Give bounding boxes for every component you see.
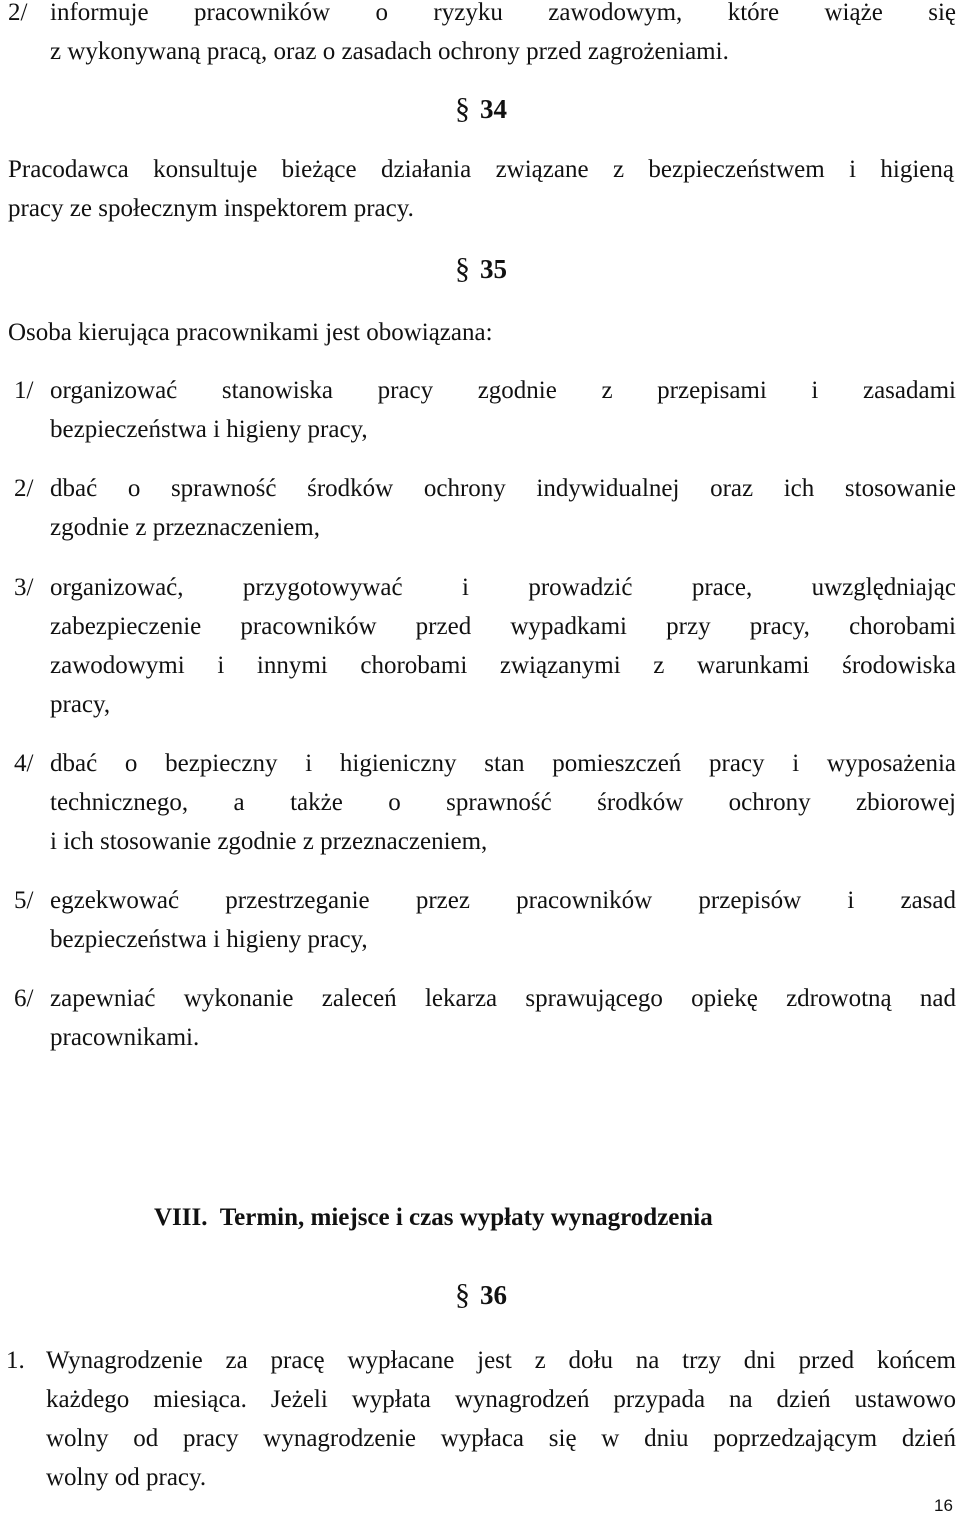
list-item-line: pracy, — [50, 691, 111, 718]
section-34-number: 34 — [480, 94, 507, 124]
list-item-number: 6/ — [14, 985, 34, 1012]
section-34-heading — [455, 89, 507, 129]
top-item-line-2: z wykonywaną pracą, oraz o zasadach ochrony przed zagrożeniami. — [50, 38, 729, 65]
section-35-heading — [455, 249, 507, 289]
section-34-line-1: Pracodawca konsultuje bieżące działania związane z bezpieczeństwem i higieną — [8, 156, 954, 183]
list-item-number: 3/ — [14, 574, 34, 601]
chapter-heading — [154, 1198, 713, 1237]
section-36-line: wolny od pracy. — [46, 1464, 207, 1491]
list-item-line: dbać o sprawność środków ochrony indywidualnej oraz ich stosowanie — [50, 475, 956, 502]
section-36-item-number: 1. — [6, 1347, 25, 1374]
list-item-number: 2/ — [14, 475, 34, 502]
list-item-number: 1/ — [14, 377, 34, 404]
section-34-line-2: pracy ze społecznym inspektorem pracy. — [8, 195, 414, 222]
list-item-line: i ich stosowanie zgodnie z przeznaczeniem, — [50, 828, 488, 855]
page-number: 16 — [934, 1496, 953, 1515]
section-36-number: 36 — [480, 1280, 507, 1310]
section-36-line: Wynagrodzenie za pracę wypłacane jest z dołu na trzy dni przed końcem — [46, 1347, 956, 1374]
list-item-line: zapewniać wykonanie zaleceń lekarza sprawującego opiekę zdrowotną nad — [50, 985, 956, 1012]
section-36-line: każdego miesiąca. Jeżeli wypłata wynagrodzeń przypada na dzień ustawowo — [46, 1386, 956, 1413]
chapter-number: VIII. — [154, 1204, 208, 1231]
list-item-line: zawodowymi i innymi chorobami związanymi z warunkami środowiska — [50, 652, 956, 679]
list-item-number: 5/ — [14, 887, 34, 914]
list-item-line: organizować, przygotowywać i prowadzić prace, uwzględniając — [50, 574, 956, 601]
section-sign-icon: § — [455, 252, 470, 285]
list-item-number: 4/ — [14, 750, 34, 777]
section-36-heading — [455, 1275, 507, 1315]
list-item-line: pracownikami. — [50, 1024, 200, 1051]
list-item-line: bezpieczeństwa i higieny pracy, — [50, 926, 368, 953]
section-sign-icon: § — [455, 92, 470, 125]
list-item-line: zgodnie z przeznaczeniem, — [50, 514, 320, 541]
list-item-line: dbać o bezpieczny i higieniczny stan pomieszczeń pracy i wyposażenia — [50, 750, 956, 777]
section-36-line: wolny od pracy wynagrodzenie wypłaca się w dniu poprzedzającym dzień — [46, 1425, 956, 1452]
section-35-number: 35 — [480, 254, 507, 284]
section-35-intro: Osoba kierująca pracownikami jest obowiązana: — [8, 319, 493, 346]
list-item-line: technicznego, a także o sprawność środków ochrony zbiorowej — [50, 789, 956, 816]
top-item-number: 2/ — [8, 0, 28, 26]
list-item-line: bezpieczeństwa i higieny pracy, — [50, 416, 368, 443]
top-item-line-1: informuje pracowników o ryzyku zawodowym, które wiąże się — [50, 0, 956, 26]
list-item-line: egzekwować przestrzeganie przez pracowników przepisów i zasad — [50, 887, 956, 914]
chapter-title: Termin, miejsce i czas wypłaty wynagrodzenia — [219, 1204, 713, 1231]
list-item-line: organizować stanowiska pracy zgodnie z przepisami i zasadami — [50, 377, 956, 404]
section-sign-icon: § — [455, 1278, 470, 1311]
list-item-line: zabezpieczenie pracowników przed wypadkami przy pracy, chorobami — [50, 613, 956, 640]
